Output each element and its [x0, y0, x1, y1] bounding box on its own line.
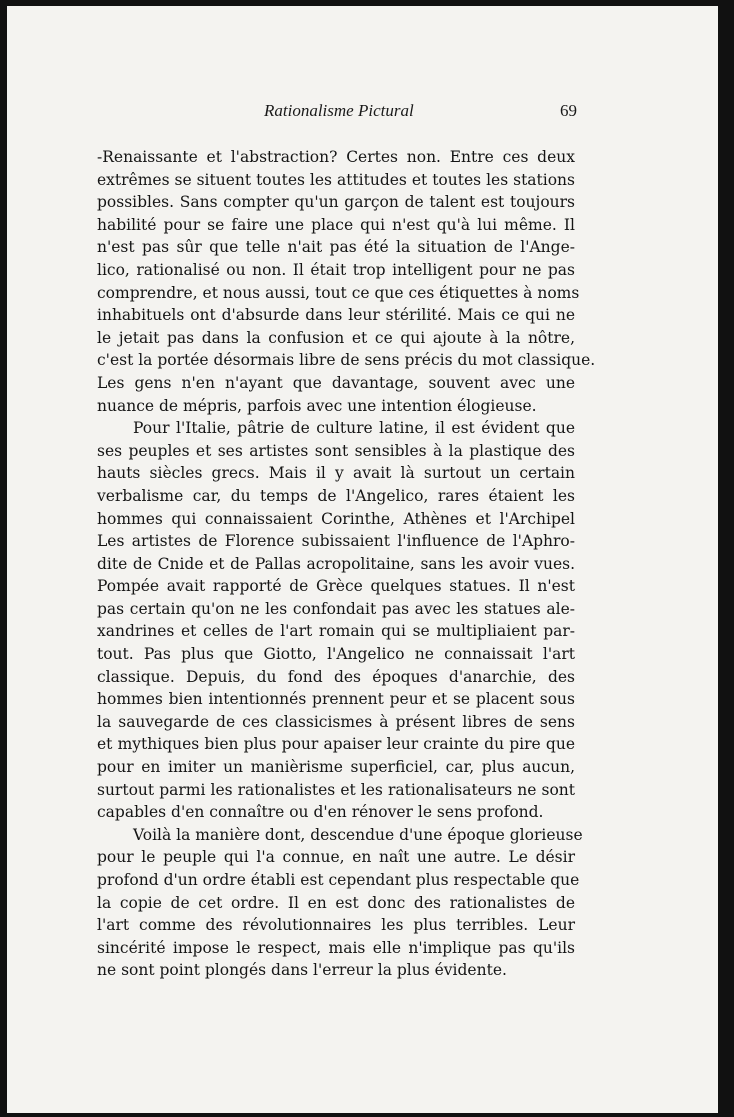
- running-title: Rationalisme Pictural: [264, 101, 414, 120]
- text-line: n'est pas sûr que telle n'ait pas été la situation de l'Ange-: [97, 238, 575, 257]
- text-line: la copie de cet ordre. Il en est donc des rationalistes de: [97, 893, 575, 912]
- text-line: possibles. Sans compter qu'un garçon de talent est toujours: [97, 193, 575, 212]
- text-line: hommes qui connaissaient Corinthe, Athènes et l'Archipel: [97, 509, 575, 528]
- text-line: Pour l'Italie, pâtrie de culture latine, il est évident que: [133, 419, 575, 438]
- text-line: pas certain qu'on ne les confondait pas avec les statues ale-: [97, 599, 575, 618]
- page-header: [97, 101, 577, 123]
- text-line: sincérité impose le respect, mais elle n'implique pas qu'ils: [97, 938, 575, 957]
- text-line: et mythiques bien plus pour apaiser leur crainte du pire que: [97, 735, 575, 754]
- text-line: -Renaissante et l'abstraction? Certes non. Entre ces deux: [97, 148, 575, 166]
- text-line: Les artistes de Florence subissaient l'influence de l'Aphro-: [97, 532, 575, 551]
- text-line: l'art comme des révolutionnaires les plus terribles. Leur: [97, 916, 575, 935]
- text-line: Voilà la manière dont, descendue d'une époque glorieuse: [133, 825, 583, 844]
- text-line: classique. Depuis, du fond des époques d'anarchie, des: [97, 667, 575, 686]
- text-line: comprendre, et nous aussi, tout ce que ces étiquettes à noms: [97, 283, 580, 302]
- text-line: c'est la portée désormais libre de sens précis du mot classique.: [97, 351, 596, 370]
- text-line: inhabituels ont d'absurde dans leur stérilité. Mais ce qui ne: [97, 306, 575, 325]
- text-line: verbalisme car, du temps de l'Angelico, rares étaient les: [97, 486, 575, 505]
- text-line: Pompée avait rapporté de Grèce quelques statues. Il n'est: [97, 577, 575, 596]
- text-line: dite de Cnide et de Pallas acropolitaine, sans les avoir vues.: [97, 554, 575, 573]
- page-number: 69: [560, 101, 577, 120]
- text-line: profond d'un ordre établi est cependant plus respectable que: [97, 871, 580, 889]
- text-line: hommes bien intentionnés prennent peur et se placent sous: [97, 690, 575, 709]
- text-line: Les gens n'en n'ayant que davantage, souvent avec une: [97, 373, 575, 392]
- paragraph: [97, 417, 575, 824]
- text-line: habilité pour se faire une place qui n'est qu'à lui même. Il: [97, 215, 575, 234]
- text-line: ne sont point plongés dans l'erreur la plus évidente.: [97, 961, 507, 980]
- text-line: xandrines et celles de l'art romain qui se multipliaient par-: [97, 622, 575, 641]
- body-text: [97, 146, 596, 982]
- text-line: tout. Pas plus que Giotto, l'Angelico ne connaissait l'art: [97, 645, 575, 664]
- text-line: la sauvegarde de ces classicismes à présent libres de sens: [97, 712, 575, 731]
- text-line: ses peuples et ses artistes sont sensibles à la plastique des: [97, 441, 575, 460]
- text-line: capables d'en connaître ou d'en rénover le sens profond.: [97, 803, 544, 822]
- text-line: le jetait pas dans la confusion et ce qui ajoute à la nôtre,: [97, 328, 575, 347]
- text-line: nuance de mépris, parfois avec une intention élogieuse.: [97, 396, 537, 415]
- text-line: pour en imiter un manièrisme superficiel, car, plus aucun,: [97, 758, 575, 777]
- text-line: pour le peuple qui l'a connue, en naît une autre. Le désir: [97, 848, 575, 867]
- text-line: surtout parmi les rationalistes et les rationalisateurs ne sont: [97, 780, 575, 799]
- text-line: lico, rationalisé ou non. Il était trop intelligent pour ne pas: [97, 260, 575, 279]
- paragraph: [97, 146, 596, 417]
- text-line: hauts siècles grecs. Mais il y avait là surtout un certain: [97, 464, 575, 483]
- text-line: extrêmes se situent toutes les attitudes et toutes les stations: [97, 170, 575, 189]
- paragraph: [97, 824, 583, 982]
